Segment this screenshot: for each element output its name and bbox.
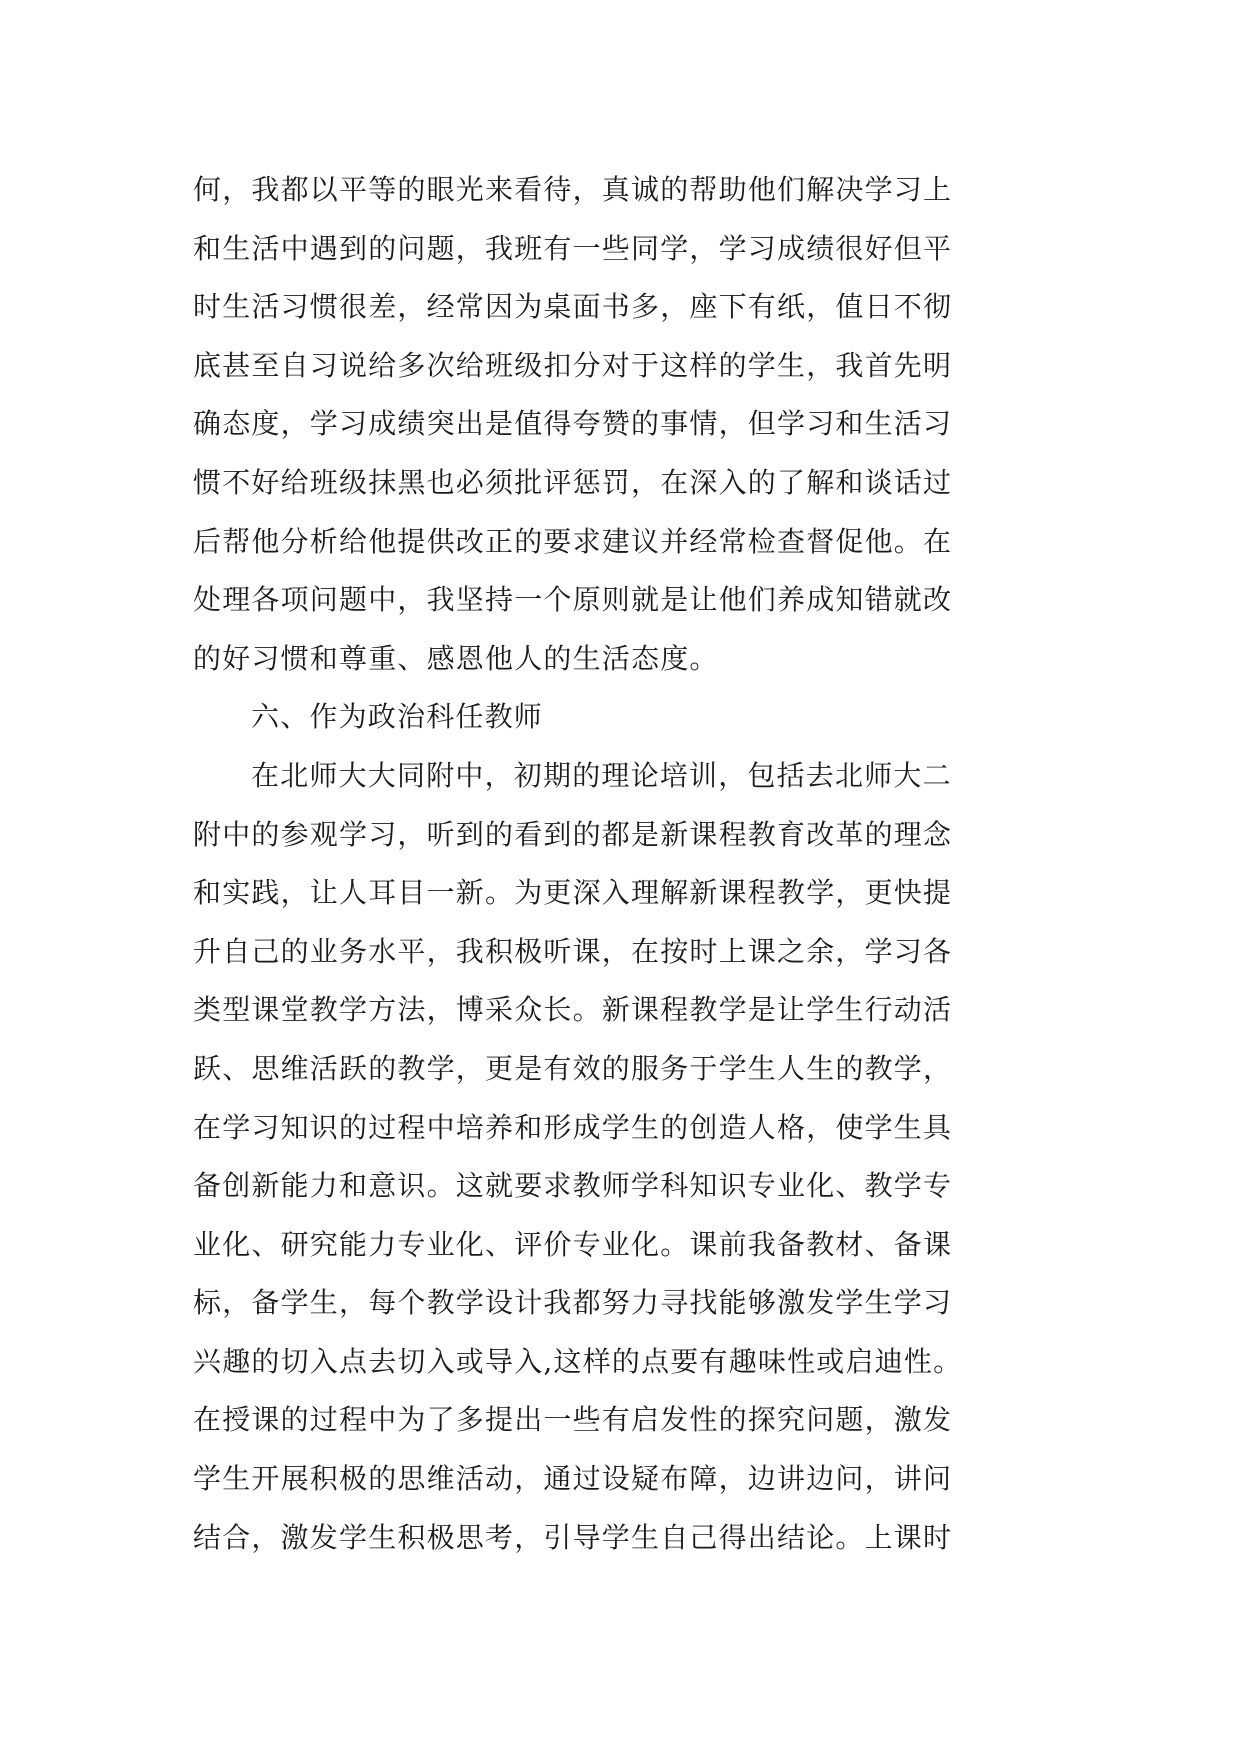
document-body — [193, 161, 1073, 1567]
text-line: 在授课的过程中为了多提出一些有启发性的探究问题，激发 — [193, 1403, 953, 1437]
text-line: 备创新能力和意识。这就要求教师学科知识专业化、教学专 — [193, 1169, 953, 1203]
text-line: 学生开展积极的思维活动，通过设疑布障，边讲边问，讲问 — [193, 1462, 953, 1496]
text-line: 和生活中遇到的问题，我班有一些同学，学习成绩很好但平 — [193, 231, 953, 265]
text-line: 和实践，让人耳目一新。为更深入理解新课程教学，更快提 — [193, 876, 953, 910]
text-line: 确态度，学习成绩突出是值得夸赞的事情，但学习和生活习 — [193, 407, 953, 441]
text-line: 跃、思维活跃的教学，更是有效的服务于学生人生的教学， — [193, 1051, 953, 1085]
text-line: 升自己的业务水平，我积极听课，在按时上课之余，学习各 — [193, 934, 953, 968]
paragraph-first-line: 在北师大大同附中，初期的理论培训，包括去北师大二 — [251, 758, 952, 792]
text-line: 惯不好给班级抹黑也必须批评惩罚，在深入的了解和谈话过 — [193, 465, 953, 499]
text-line: 后帮他分析给他提供改正的要求建议并经常检查督促他。在 — [193, 524, 953, 558]
text-line: 在学习知识的过程中培养和形成学生的创造人格，使学生具 — [193, 1110, 953, 1144]
section-heading: 六、作为政治科任教师 — [251, 700, 544, 734]
text-line: 类型课堂教学方法，博采众长。新课程教学是让学生行动活 — [193, 993, 953, 1027]
text-line: 底甚至自习说给多次给班级扣分对于这样的学生，我首先明 — [193, 348, 953, 382]
text-line: 附中的参观学习，听到的看到的都是新课程教育改革的理念 — [193, 817, 953, 851]
text-line: 何，我都以平等的眼光来看待，真诚的帮助他们解决学习上 — [193, 173, 953, 206]
text-line: 结合，激发学生积极思考，引导学生自己得出结论。上课时 — [193, 1520, 953, 1554]
text-line: 的好习惯和尊重、感恩他人的生活态度。 — [193, 641, 719, 675]
text-line: 标，备学生，每个教学设计我都努力寻找能够激发学生学习 — [193, 1286, 953, 1320]
text-line: 时生活习惯很差，经常因为桌面书多，座下有纸，值日不彻 — [193, 290, 953, 324]
text-line: 业化、研究能力专业化、评价专业化。课前我备教材、备课 — [193, 1227, 953, 1261]
text-line: 兴趣的切入点去切入或导入,这样的点要有趣味性或启迪性。 — [193, 1344, 963, 1378]
text-line: 处理各项问题中，我坚持一个原则就是让他们养成知错就改 — [193, 583, 953, 617]
